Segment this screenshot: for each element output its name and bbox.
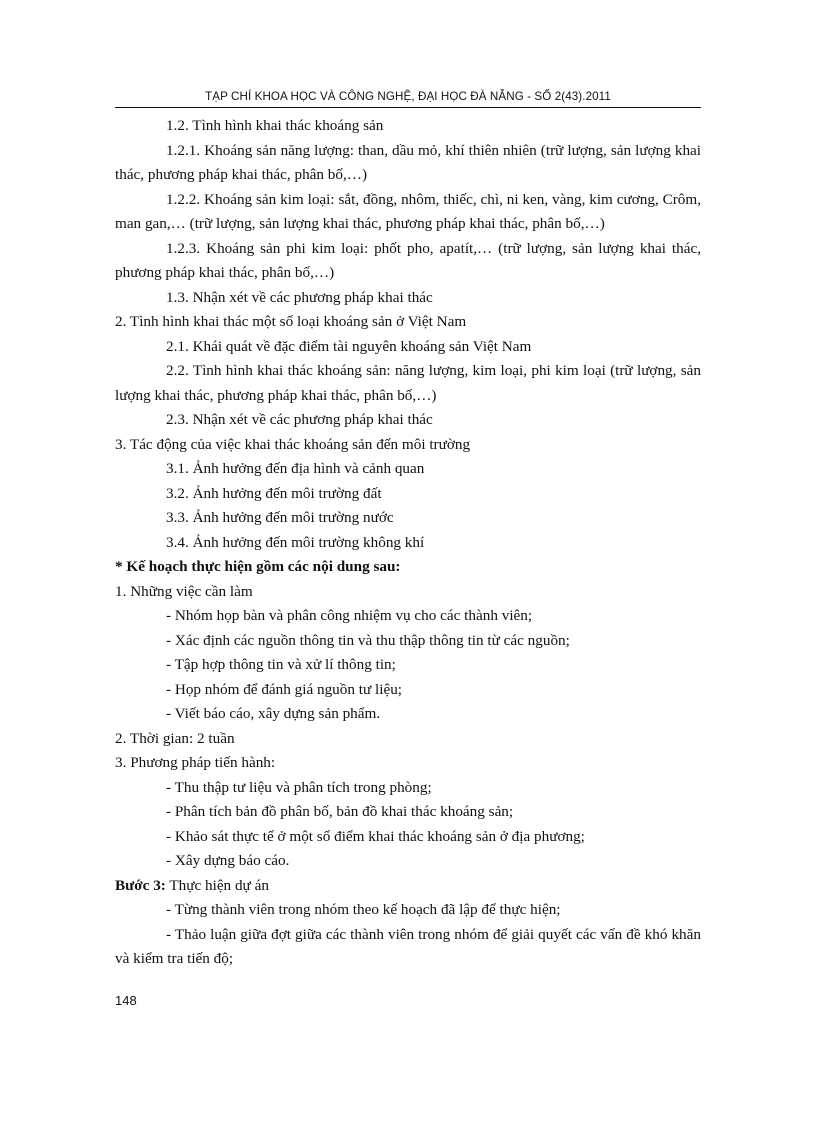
header-rule (115, 107, 701, 108)
section-2-1: 2.1. Khái quát về đặc điểm tài nguyên khoáng sản Việt Nam (166, 337, 532, 355)
plan-item-2: 2. Thời gian: 2 tuần (115, 729, 235, 747)
list-item: - Xây dựng báo cáo. (166, 852, 290, 869)
section-1-2-2: 1.2.2. Khoáng sản kim loại: sắt, đồng, nhôm, thiếc, chì, ni ken, vàng, kim cương, Crôm, man gan,… (trữ lượng, sản lượng khai thác, phương pháp khai thác, phân bố,…) (115, 190, 701, 232)
section-3-3: 3.3. Ảnh hưởng đến môi trường nước (166, 509, 394, 526)
list-item: - Họp nhóm để đánh giá nguồn tư liệu; (166, 680, 403, 698)
list-item: - Từng thành viên trong nhóm theo kế hoạch đã lập để thực hiện; (166, 901, 561, 918)
step-3-text: Thực hiện dự án (165, 876, 269, 894)
running-header: TẠP CHÍ KHOA HỌC VÀ CÔNG NGHỆ, ĐẠI HỌC ĐÀ NẴNG - SỐ 2(43).2011 (205, 90, 611, 103)
plan-item-1: 1. Những việc cần làm (115, 582, 253, 600)
section-1-2-3: 1.2.3. Khoáng sản phi kim loại: phốt pho, apatít,… (trữ lượng, sản lượng khai thác, phương pháp khai thác, phân bố,…) (115, 239, 701, 281)
section-2: 2. Tình hình khai thác một số loại khoáng sản ở Việt Nam (115, 313, 467, 330)
plan-heading-text: * Kế hoạch thực hiện gồm các nội dung sau: (115, 558, 401, 575)
section-3-1: 3.1. Ảnh hưởng đến địa hình và cảnh quan (166, 460, 425, 477)
section-1-3: 1.3. Nhận xét về các phương pháp khai thác (166, 288, 433, 306)
step-3-label: Bước 3: (115, 876, 166, 894)
article-body (115, 114, 701, 972)
list-item: - Thảo luận giữa đợt giữa các thành viên trong nhóm để giải quyết các vấn đề khó khăn và kiểm tra tiến độ; (115, 925, 701, 967)
list-item: - Nhóm họp bàn và phân công nhiệm vụ cho các thành viên; (166, 607, 533, 624)
list-item: - Phân tích bản đồ phân bố, bản đồ khai thác khoáng sản; (166, 803, 514, 820)
section-3-2: 3.2. Ảnh hưởng đến môi trường đất (166, 484, 382, 502)
section-3: 3. Tác động của việc khai thác khoáng sản đến môi trường (115, 435, 471, 453)
page-number: 148 (115, 993, 137, 1008)
section-1-2-1: 1.2.1. Khoáng sản năng lượng: than, dầu mỏ, khí thiên nhiên (trữ lượng, sản lượng khai thác, phương pháp khai thác, phân bố,…) (115, 141, 701, 183)
list-item: - Thu thập tư liệu và phân tích trong phòng; (166, 778, 432, 796)
section-3-4: 3.4. Ảnh hưởng đến môi trường không khí (166, 533, 425, 551)
plan-heading (115, 555, 701, 580)
plan-item-3: 3. Phương pháp tiến hành: (115, 754, 276, 771)
list-item: - Tập hợp thông tin và xử lí thông tin; (166, 656, 396, 673)
list-item: - Xác định các nguồn thông tin và thu thập thông tin từ các nguồn; (166, 631, 570, 649)
section-1-2: 1.2. Tình hình khai thác khoáng sản (166, 117, 384, 134)
step-3-heading (115, 874, 701, 899)
list-item: - Viết báo cáo, xây dựng sản phẩm. (166, 705, 381, 722)
section-2-2: 2.2. Tình hình khai thác khoáng sản: năng lượng, kim loại, phi kim loại (trữ lượng, sản lượng khai thác, phương pháp khai thác, phân bố,…) (115, 362, 701, 404)
section-2-3: 2.3. Nhận xét về các phương pháp khai thác (166, 411, 433, 428)
list-item: - Khảo sát thực tế ở một số điểm khai thác khoáng sản ở địa phương; (166, 827, 585, 845)
